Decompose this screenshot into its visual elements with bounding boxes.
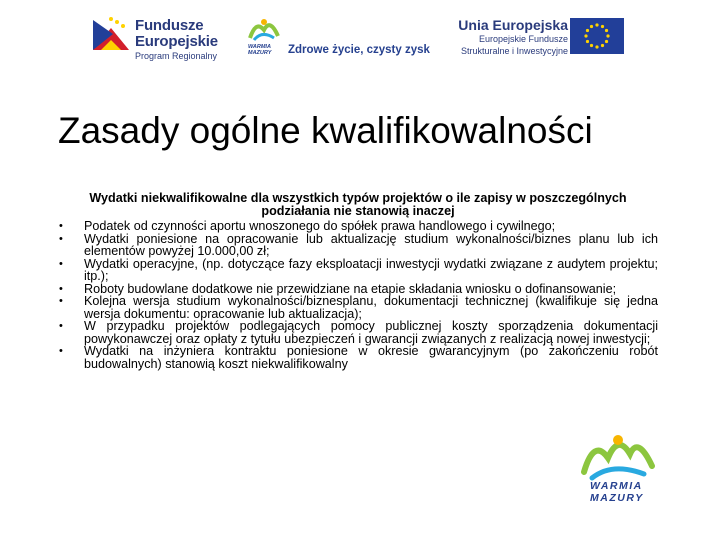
logo-bar	[0, 0, 720, 80]
eu-star-icon	[590, 44, 593, 47]
eu-star-icon	[606, 34, 609, 37]
list-item: • W przypadku projektów podlegających pomocy publicznej koszty sporządzenia dokumentacji powykonawczej oraz opłaty z tytułu ubezpieczeń i gwarancji związanych z realizacją nowej inwestycji;	[58, 320, 658, 345]
warmia-mazury-emblem-icon	[246, 16, 282, 44]
eu-star-icon	[601, 25, 604, 28]
fundusze-emblem-icon	[93, 14, 133, 54]
unia-line3: Strukturalne i Inwestycyjne	[460, 46, 568, 56]
fundusze-europejskie-logo	[93, 14, 223, 64]
warmia-mazury-logo	[246, 16, 430, 64]
list-item: • Kolejna wersja studium wykonalności/biznesplanu, dokumentacji technicznej (kwalifikuje się jedna wersja dokumentu: opracowanie lub aktualizacja);	[58, 295, 658, 320]
unia-line2: Europejskie Fundusze	[478, 34, 568, 44]
unia-europejska-logo	[450, 14, 630, 64]
warmia-bottom-line1: WARMIA	[590, 480, 643, 492]
warmia-bottom-line2: MAZURY	[590, 492, 644, 504]
eu-star-icon	[605, 29, 608, 32]
slide-content	[58, 192, 658, 370]
eu-star-icon	[605, 40, 608, 43]
fundusze-line2: Europejskie	[135, 33, 218, 50]
list-item: • Wydatki poniesione na opracowanie lub aktualizację studium wykonalności/biznes planu lub ich elementów powyżej 10.000,00 zł;	[58, 233, 658, 258]
bullet-list	[58, 220, 658, 370]
list-item: • Podatek od czynności aportu wnoszonego do spółek prawa handlowego i cywilnego;	[58, 220, 658, 233]
warmia-mazury-bottom-emblem-icon	[578, 428, 668, 484]
intro-text: Wydatki niekwalifikowalne dla wszystkich typów projektów o ile zapisy w poszczególnych podziałania nie stanowią inaczej	[89, 191, 627, 218]
warmia-slogan: Zdrowe życie, czysty zysk	[288, 44, 430, 56]
page-title: Zasady ogólne kwalifikowalności	[58, 110, 593, 151]
list-item: • Wydatki operacyjne, (np. dotyczące fazy eksploatacji inwestycji wydatki związane z audytem projektu; itp.);	[58, 258, 658, 283]
list-item: • Roboty budowlane dodatkowe nie przewidziane na etapie składania wniosku o dofinansowanie;	[58, 283, 658, 296]
list-item: • Wydatki na inżyniera kontraktu poniesione w okresie gwarancyjnym (po zakończeniu robót budowalnych) stanowią koszt niekwalifikowalny	[58, 345, 658, 370]
eu-star-icon	[586, 29, 589, 32]
eu-star-icon	[584, 34, 587, 37]
eu-flag-icon	[570, 18, 624, 54]
eu-star-icon	[601, 44, 604, 47]
eu-star-icon	[595, 23, 598, 26]
unia-line1: Unia Europejska	[458, 17, 568, 33]
fundusze-line3: Program Regionalny	[135, 51, 218, 61]
fundusze-line1: Fundusze	[135, 17, 204, 34]
warmia-mazury-small-text: WARMIA MAZURY	[248, 44, 272, 56]
warmia-mazury-bottom-logo	[578, 428, 668, 520]
eu-star-icon	[586, 40, 589, 43]
eu-star-icon	[590, 25, 593, 28]
eu-star-icon	[595, 45, 598, 48]
